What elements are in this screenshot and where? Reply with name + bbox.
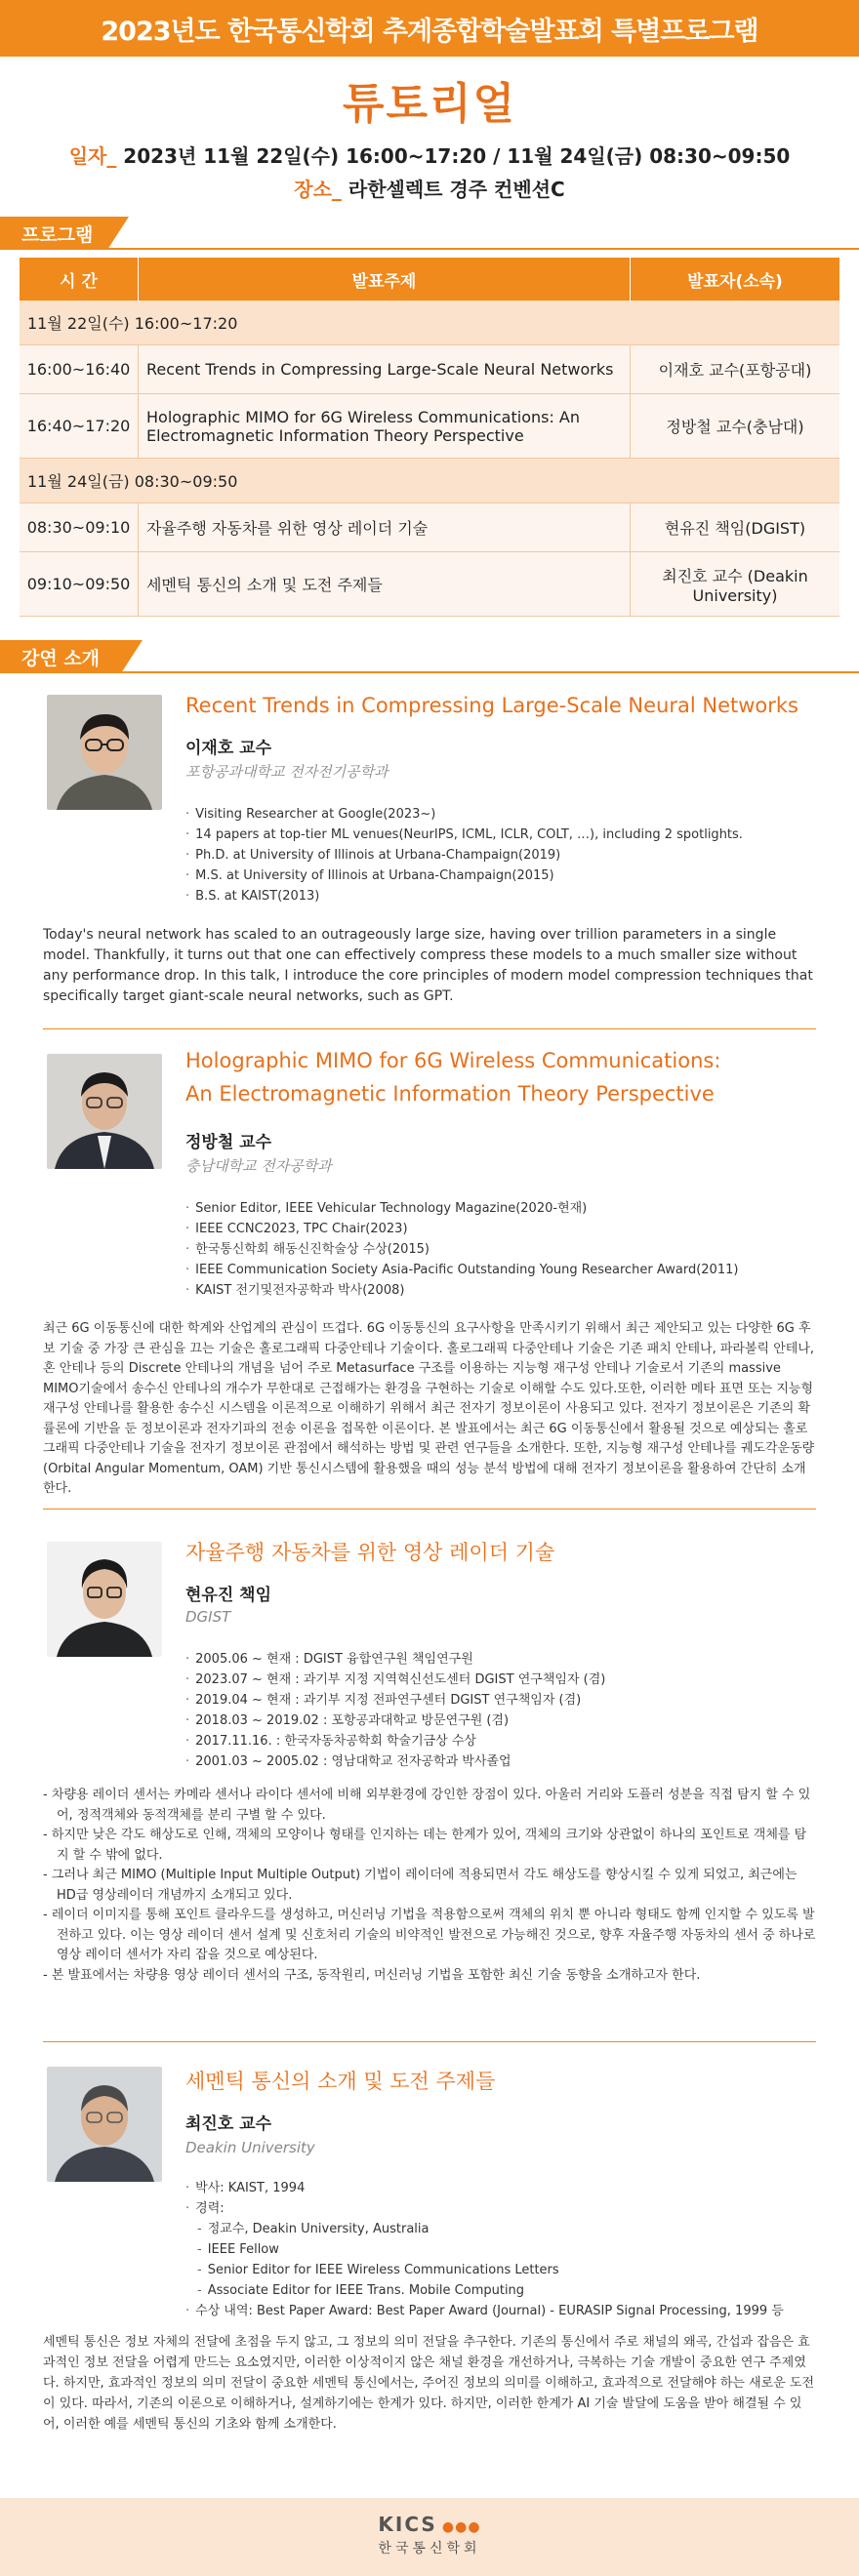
speaker-photo	[47, 695, 162, 810]
lectures-tab-label: 강연 소개	[21, 647, 101, 669]
row-time: 16:40~17:20	[20, 394, 139, 458]
program-tab	[0, 217, 107, 250]
bio-item: · Senior Editor, IEEE Vehicular Technology Magazine(2020-현재)	[185, 1198, 738, 1219]
abstract-item: - 그러나 최근 MIMO (Multiple Input Multiple Output) 기법이 레이더에 적용되면서 각도 해상도를 향상시킬 수 있게 되었고, 최근에는 HD급 영상레이더 개념까지 소개되고 있다.	[43, 1868, 798, 1903]
speaker-affiliation: 충남대학교 전자공학과	[185, 1157, 332, 1175]
logo-text: KICS	[378, 2513, 437, 2536]
lecture-divider	[43, 2041, 816, 2042]
bio-item: · 2019.04 ~ 현재 : 과기부 지정 전파연구센터 DGIST 연구책임자 (겸)	[185, 1690, 605, 1711]
bio-item: · Visiting Researcher at Google(2023~)	[185, 804, 743, 825]
row-speaker: 현유진 책임(DGIST)	[664, 519, 806, 538]
bio-item: · 14 papers at top-tier ML venues(NeurIPS, ICML, ICLR, COLT, …), including 2 spotlights.	[185, 825, 743, 845]
date-label: 일자_	[68, 144, 117, 168]
talk-abstract: Today's neural network has scaled to an outrageously large size, having over trillion parameters in a single model. Thankfully, it turns out that one can effectively compress these models to a much smaller size without any performance drop. In this talk, I introduce the core principles of modern model compression techniques that specifically target giant-scale neural networks, such as GPT.	[43, 927, 813, 1004]
abstract-item: - 차량용 레이더 센서는 카메라 센서나 라이다 센서에 비해 외부환경에 강인한 장점이 있다. 아울러 거리와 도플러 성분을 직접 탐지 할 수 있어, 정적객체와 동적객체를 분리 구별 할 수 있다.	[43, 1788, 811, 1823]
row-topic: 세멘틱 통신의 소개 및 도전 주제들	[139, 552, 631, 616]
speaker-photo	[47, 1542, 162, 1657]
speaker-bio	[185, 804, 743, 906]
row-speaker: 최진호 교수 (Deakin University)	[662, 566, 808, 605]
bio-item: · 수상 내역: Best Paper Award: Best Paper Award (Journal) - EURASIP Signal Processing, 1999 등	[185, 2301, 784, 2321]
col-time: 시 간	[20, 258, 139, 301]
venue-label: 장소_	[294, 178, 342, 201]
speaker-affiliation: 포항공과대학교 전자전기공학과	[185, 763, 389, 781]
program-tab-label: 프로그램	[21, 223, 94, 246]
talk-title: 자율주행 자동차를 위한 영상 레이더 기술	[185, 1541, 555, 1564]
lecture-divider	[43, 1028, 816, 1029]
kics-logo	[0, 2513, 859, 2557]
row-topic: Holographic MIMO for 6G Wireless Communications: An Electromagnetic Information Theory Perspective	[139, 394, 631, 458]
bio-item: · 2005.06 ~ 현재 : DGIST 융합연구원 책임연구원	[185, 1649, 605, 1670]
talk-title: Recent Trends in Compressing Large-Scale Neural Networks	[185, 694, 798, 717]
table-row	[20, 552, 839, 617]
table-row	[20, 394, 839, 459]
speaker-name: 현유진 책임	[185, 1586, 272, 1605]
banner-text: 2023년도 한국통신학회 추계종합학술발표회 특별프로그램	[101, 16, 758, 47]
row-speaker: 이재호 교수(포항공대)	[658, 361, 812, 380]
row-time: 16:00~16:40	[20, 345, 139, 393]
speaker-photo	[47, 1054, 162, 1169]
col-topic: 발표주제	[139, 258, 631, 301]
bio-subitem: - IEEE Fellow	[185, 2239, 784, 2260]
bio-item: · 2023.07 ~ 현재 : 과기부 지정 지역혁신선도센터 DGIST 연구책임자 (겸)	[185, 1670, 605, 1690]
bio-item: · 2018.03 ~ 2019.02 : 포항공과대학교 방문연구원 (겸)	[185, 1711, 605, 1731]
table-row	[20, 345, 839, 394]
bio-subitem: - 정교수, Deakin University, Australia	[185, 2219, 784, 2239]
day-row: 11월 22일(수) 16:00~17:20	[20, 301, 839, 345]
program-table	[20, 258, 839, 617]
speaker-bio	[185, 1649, 605, 1772]
talk-abstract: 세멘틱 통신은 정보 자체의 전달에 초점을 두지 않고, 그 정보의 의미 전달을 추구한다. 기존의 통신에서 주로 채널의 왜곡, 간섭과 잡음은 효과적인 정보 전달을 어렵게 만드는 요소였지만, 이러한 이상적이지 않은 채널 환경을 개선하거나, 극복하는 기술 개발이 중요한 연구 주제였다. 하지만, 효과적인 정보의 의미 전달이 중요한 세멘틱 통신에서는, 주어진 정보의 의미를 이해하고, 효과적으로 전달해야 하는 새로운 도전이 있다. 따라서, 기존의 이론으로 이해하거나, 설계하기에는 한계가 있다. 하지만, 이러한 한계가 AI 기술 발달에 도움을 받아 해결될 수 있어, 이러한 예를 세멘틱 통신의 기초와 함께 소개한다.	[43, 2335, 815, 2432]
bio-item: · Ph.D. at University of Illinois at Urbana-Champaign(2019)	[185, 845, 743, 865]
bio-subitem: - Associate Editor for IEEE Trans. Mobile Computing	[185, 2280, 784, 2301]
speaker-bio	[185, 1198, 738, 1301]
venue-value: 라한셀렉트 경주 컨벤션C	[348, 178, 565, 201]
abstract-item: - 하지만 낮은 각도 해상도로 인해, 객체의 모양이나 형태를 인지하는 데는 한계가 있어, 객체의 크기와 상관없이 하나의 포인트로 객체를 탐지 할 수 밖에 없다.	[43, 1828, 807, 1863]
date-line	[0, 141, 859, 169]
speaker-photo	[47, 2067, 162, 2182]
bio-item: · 경력:	[185, 2198, 784, 2219]
row-topic: 자율주행 자동차를 위한 영상 레이더 기술	[139, 503, 631, 551]
venue-line	[0, 174, 859, 202]
day-row: 11월 24일(금) 08:30~09:50	[20, 459, 839, 503]
bio-item: · 2017.11.16. : 한국자동차공학회 학술기금상 수상	[185, 1731, 605, 1751]
bio-item: · KAIST 전기및전자공학과 박사(2008)	[185, 1280, 738, 1301]
speaker-name: 최진호 교수	[185, 2114, 272, 2134]
row-time: 09:10~09:50	[20, 552, 139, 616]
bio-item: · 2001.03 ~ 2005.02 : 영남대학교 전자공학과 박사졸업	[185, 1751, 605, 1772]
bio-item: · IEEE CCNC2023, TPC Chair(2023)	[185, 1219, 738, 1239]
bio-item: · 한국통신학회 해동신진학술상 수상(2015)	[185, 1239, 738, 1260]
page-title: 튜토리얼	[342, 79, 516, 129]
talk-abstract: 최근 6G 이동통신에 대한 학계와 산업계의 관심이 뜨겁다. 6G 이동통신의 요구사항을 만족시키기 위해서 최근 제안되고 있는 다양한 6G 후보 기술 중 가장 큰 관심을 끄는 기술은 홀로그래픽 다중안테나 기술이다. 홀로그래픽 다중안테나 기술은 기존 패치 안테나, 파라볼릭 안테나, 혼 안테나 등의 Discrete 안테나의 개념을 넘어 주로 Metasurface 구조를 이용하는 지능형 재구성 안테나 기술로서 기존의 massive MIMO기술에서 송수신 안테나의 개수가 무한대로 근접해가는 환경을 구현하는 기술로 이해할 수도 있다.또한, 이러한 메타 표면 또는 지능형 재구성 안테나를 활용한 송수신 시스템을 이론적으로 이해하기 위해서 최근 전자기 정보이론이 사용되고 있다. 전자기 정보이론은 기존의 확률론에 기반을 둔 정보이론과 전자기파의 전송 이론을 접목한 이론이다. 본 발표에서는 최근 6G 이동통신에서 활용될 것으로 예상되는 홀로그래픽 다중안테나 기술을 전자기 정보이론 관점에서 해석하는 방법 및 관련 연구들을 소개한다. 또한, 지능형 재구성 안테나를 궤도각운동량 (Orbital Angular Momentum, OAM) 기반 통신시스템에 활용했을 때의 성능 분석 방법에 대해 전자기 정보이론을 활용하여 간단히 소개한다.	[43, 1321, 815, 1496]
col-speaker: 발표자(소속)	[687, 271, 783, 292]
bio-item: · IEEE Communication Society Asia-Pacific Outstanding Young Researcher Award(2011)	[185, 1260, 738, 1280]
bio-item: · 박사: KAIST, 1994	[185, 2178, 784, 2198]
talk-title-line2: An Electromagnetic Information Theory Perspective	[185, 1082, 715, 1106]
speaker-name: 정방철 교수	[185, 1133, 272, 1152]
abstract-item: - 본 발표에서는 차량용 영상 레이더 센서의 구조, 동작원리, 머신러닝 기법을 포함한 최신 기술 동향을 소개하고자 한다.	[43, 1967, 701, 1983]
speaker-name: 이재호 교수	[185, 739, 272, 758]
row-time: 08:30~09:10	[20, 503, 139, 551]
bio-subitem: - Senior Editor for IEEE Wireless Communications Letters	[185, 2260, 784, 2280]
speaker-affiliation: DGIST	[185, 1608, 231, 1626]
table-header	[20, 258, 839, 301]
lectures-tab	[0, 640, 121, 673]
bio-item: · M.S. at University of Illinois at Urbana-Champaign(2015)	[185, 865, 743, 886]
talk-title: 세멘틱 통신의 소개 및 도전 주제들	[185, 2070, 496, 2093]
speaker-affiliation: Deakin University	[185, 2139, 315, 2156]
date-value: 2023년 11월 22일(수) 16:00~17:20 / 11월 24일(금) 08:30~09:50	[123, 144, 791, 168]
row-topic: Recent Trends in Compressing Large-Scale Neural Networks	[139, 345, 631, 393]
speaker-bio	[185, 2178, 784, 2321]
table-row	[20, 503, 839, 552]
abstract-item: - 레이더 이미지를 통해 포인트 클라우드를 생성하고, 머신러닝 기법을 적용함으로써 객체의 위치 뿐 아니라 형태도 함께 인지할 수 있도록 발전하고 있다. 이는 영상 레이더 센서 설계 및 신호처리 기술의 비약적인 발전으로 가능해진 것으로, 향후 자율주행 자동차의 센서 중 하나로 영상 레이더 센서가 자리 잡을 것으로 예상된다.	[43, 1908, 816, 1962]
org-name: 한국통신학회	[378, 2541, 481, 2556]
talk-title-line1: Holographic MIMO for 6G Wireless Communications:	[185, 1049, 721, 1072]
logo-dots-icon: ●●●	[441, 2519, 481, 2535]
program-divider	[0, 248, 859, 250]
bio-item: · B.S. at KAIST(2013)	[185, 886, 743, 906]
row-speaker: 정방철 교수(충남대)	[666, 418, 804, 436]
top-banner	[0, 0, 859, 57]
talk-abstract	[43, 1786, 816, 1986]
